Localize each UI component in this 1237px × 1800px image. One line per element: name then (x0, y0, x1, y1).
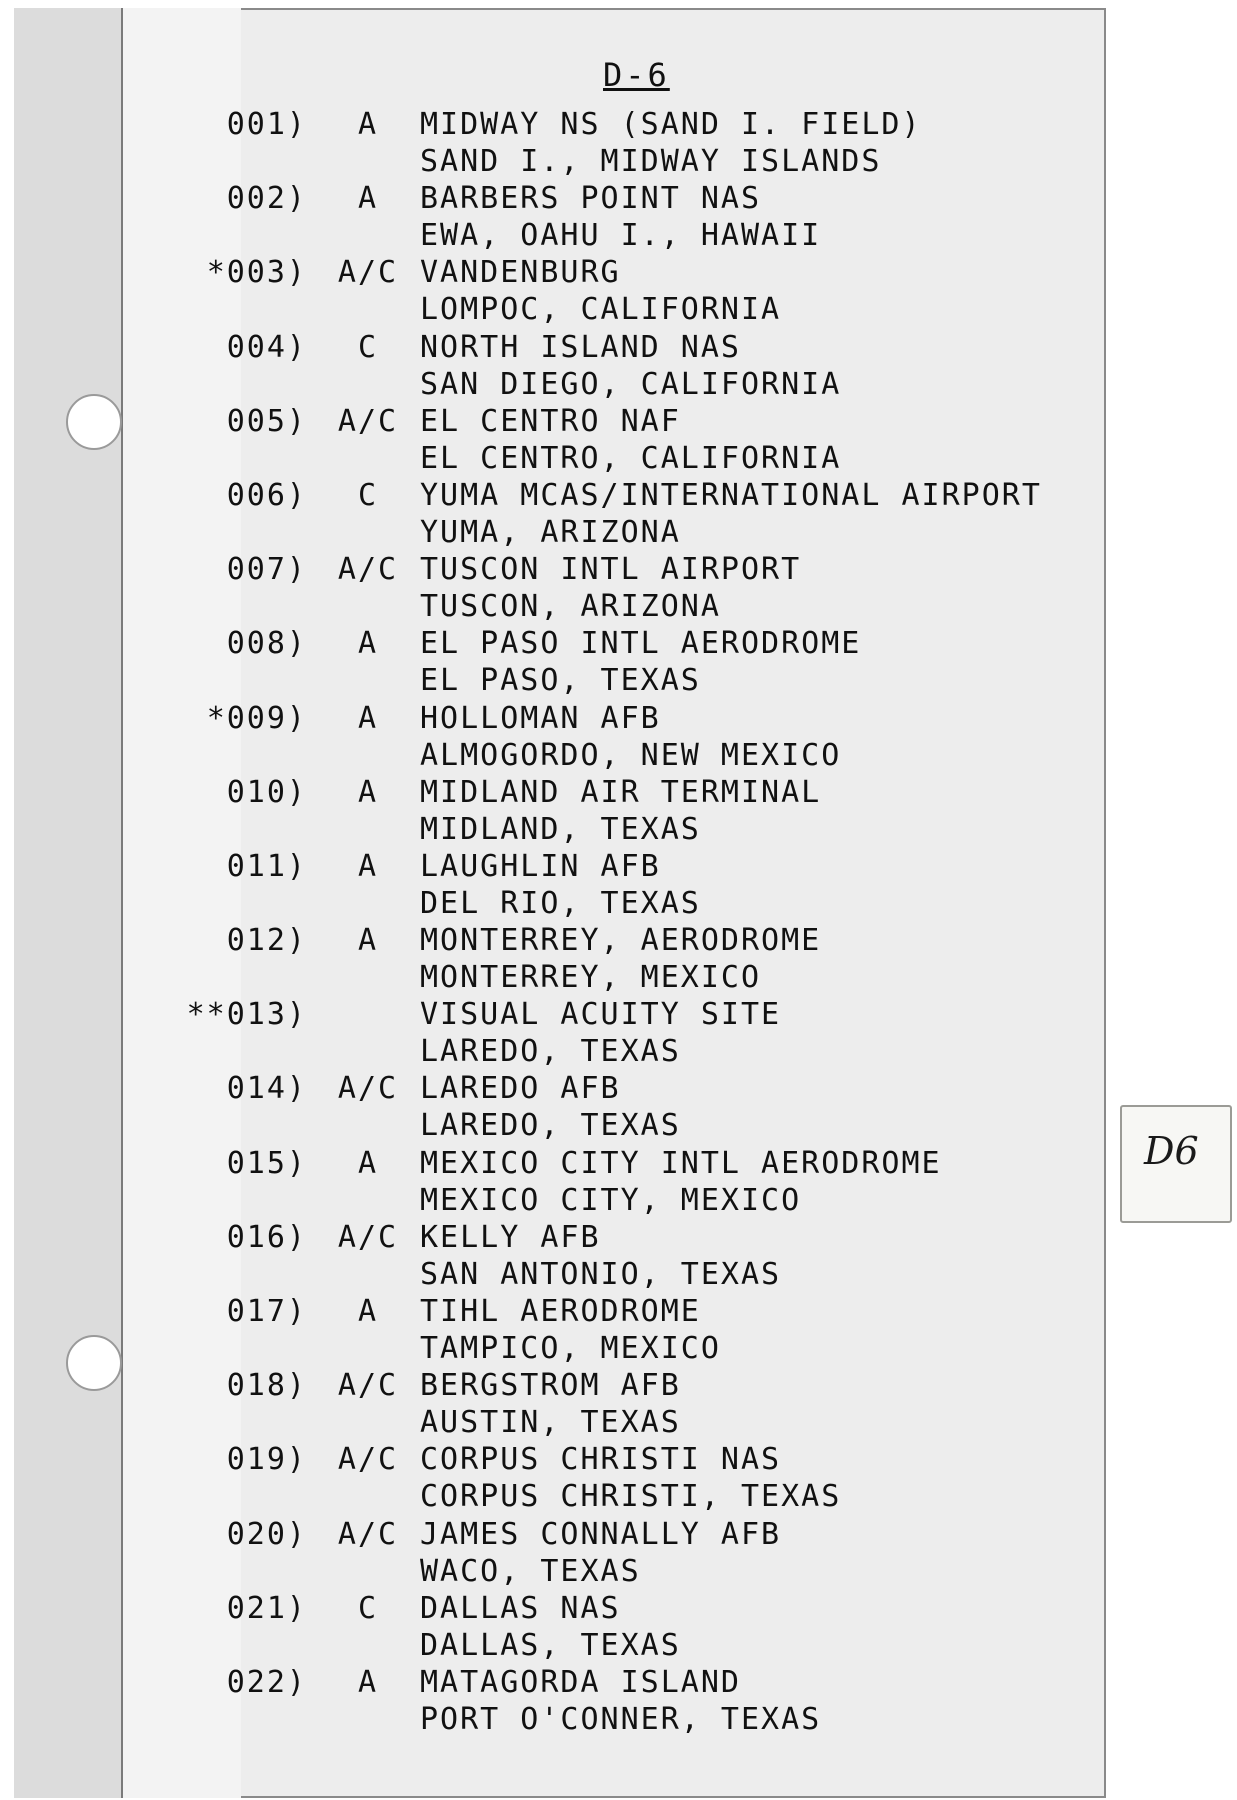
list-item (0, 477, 1237, 551)
entry-facility: YUMA MCAS/INTERNATIONAL AIRPORT (420, 477, 1042, 513)
list-item (0, 1516, 1237, 1590)
entry-facility: CORPUS CHRISTI NAS (420, 1442, 782, 1478)
entry-number: *003) (206, 255, 307, 291)
entry-location: EWA, OAHU I., HAWAII (420, 218, 822, 254)
entry-class: A/C (337, 403, 399, 439)
entry-facility: MATAGORDA ISLAND (420, 1664, 741, 1700)
entry-number: 021) (226, 1590, 307, 1626)
entry-number: 005) (226, 403, 307, 439)
entry-number: 016) (226, 1219, 307, 1255)
entry-facility: HOLLOMAN AFB (420, 700, 661, 736)
entry-class: A (357, 923, 379, 959)
list-item (0, 774, 1237, 848)
entry-class: A (357, 1294, 379, 1329)
entry-location: CORPUS CHRISTI, TEXAS (420, 1479, 842, 1515)
entry-class: A (357, 700, 379, 736)
list-item (0, 922, 1237, 996)
list-item (0, 700, 1237, 774)
entry-facility: NORTH ISLAND NAS (420, 329, 741, 365)
entry-facility: LAUGHLIN AFB (420, 848, 661, 884)
list-item (0, 329, 1237, 403)
entry-location: LAREDO, TEXAS (420, 1034, 681, 1070)
entry-facility: DALLAS NAS (420, 1590, 621, 1626)
entry-facility: EL PASO INTL AERODROME (420, 626, 862, 662)
entry-class: C (357, 1590, 379, 1626)
entry-facility: MIDWAY NS (SAND I. FIELD) (420, 107, 922, 142)
entry-location: SAN DIEGO, CALIFORNIA (420, 366, 842, 402)
entry-number: **013) (186, 997, 307, 1033)
list-item (0, 1293, 1237, 1367)
entry-class: A/C (337, 1442, 399, 1478)
entry-number: 018) (226, 1368, 307, 1404)
entry-class: A/C (337, 1071, 399, 1107)
entry-location: YUMA, ARIZONA (420, 514, 681, 550)
entry-facility: BARBERS POINT NAS (420, 181, 762, 217)
entry-class: A (357, 848, 379, 884)
entry-number: 007) (226, 552, 307, 588)
entry-class: A/C (337, 255, 399, 291)
entry-facility: JAMES CONNALLY AFB (420, 1516, 782, 1552)
entry-number: 011) (226, 848, 307, 884)
entry-number: 004) (226, 329, 307, 365)
entry-location: AUSTIN, TEXAS (420, 1405, 681, 1441)
list-item (0, 1367, 1237, 1441)
list-item (0, 1664, 1237, 1738)
list-item (0, 180, 1237, 254)
entry-location: PORT O'CONNER, TEXAS (420, 1701, 822, 1737)
entry-number: 006) (226, 477, 307, 513)
entry-location: MIDLAND, TEXAS (420, 811, 701, 847)
entry-location: SAND I., MIDWAY ISLANDS (420, 144, 882, 179)
entry-number: 015) (226, 1145, 307, 1181)
entry-list (0, 106, 1237, 1738)
list-item (0, 848, 1237, 922)
entry-class: A (357, 181, 379, 217)
list-item (0, 1219, 1237, 1293)
entry-facility: LAREDO AFB (420, 1071, 621, 1107)
list-item (0, 996, 1237, 1070)
list-item (0, 625, 1237, 699)
entry-class: A/C (337, 1368, 399, 1404)
entry-number: 008) (226, 626, 307, 662)
entry-class: A (357, 1145, 379, 1181)
list-item (0, 1070, 1237, 1144)
entry-class: A (357, 1664, 379, 1700)
list-item (0, 1145, 1237, 1219)
entry-class: A (357, 774, 379, 810)
list-item (0, 254, 1237, 328)
entry-number: 019) (226, 1442, 307, 1478)
entry-number: *009) (206, 700, 307, 736)
entry-location: TAMPICO, MEXICO (420, 1331, 721, 1366)
entry-location: DEL RIO, TEXAS (420, 885, 701, 921)
entry-location: LOMPOC, CALIFORNIA (420, 292, 782, 328)
list-item (0, 1590, 1237, 1664)
list-item (0, 551, 1237, 625)
entry-class: A (357, 107, 379, 142)
list-item (0, 1441, 1237, 1515)
entry-class: A/C (337, 552, 399, 588)
entry-number: 001) (226, 107, 307, 142)
entry-facility: BERGSTROM AFB (420, 1368, 681, 1404)
entry-class: A/C (337, 1516, 399, 1552)
entry-class: A/C (337, 1219, 399, 1255)
entry-number: 002) (226, 181, 307, 217)
entry-number: 020) (226, 1516, 307, 1552)
entry-location: ALMOGORDO, NEW MEXICO (420, 737, 842, 773)
entry-location: WACO, TEXAS (420, 1553, 641, 1589)
entry-facility: MONTERREY, AERODROME (420, 923, 822, 959)
entry-class: A (357, 626, 379, 662)
entry-number: 014) (226, 1071, 307, 1107)
entry-class: C (357, 329, 379, 365)
entry-facility: TIHL AERODROME (420, 1294, 701, 1329)
entry-location: MEXICO CITY, MEXICO (420, 1182, 802, 1218)
entry-facility: VISUAL ACUITY SITE (420, 997, 782, 1033)
entry-location: MONTERREY, MEXICO (420, 960, 762, 996)
list-item (0, 106, 1237, 180)
entry-facility: MIDLAND AIR TERMINAL (420, 774, 822, 810)
list-item (0, 403, 1237, 477)
entry-number: 022) (226, 1664, 307, 1700)
entry-location: DALLAS, TEXAS (420, 1627, 681, 1663)
entry-location: EL CENTRO, CALIFORNIA (420, 440, 842, 476)
page-title: D-6 (603, 56, 670, 94)
entry-facility: TUSCON INTL AIRPORT (420, 552, 802, 588)
entry-location: EL PASO, TEXAS (420, 663, 701, 699)
entry-location: SAN ANTONIO, TEXAS (420, 1256, 782, 1292)
entry-number: 010) (226, 774, 307, 810)
entry-location: LAREDO, TEXAS (420, 1108, 681, 1144)
entry-location: TUSCON, ARIZONA (420, 589, 721, 625)
index-tab-label: D6 (1144, 1129, 1199, 1173)
entry-number: 017) (226, 1294, 307, 1329)
entry-facility: EL CENTRO NAF (420, 403, 681, 439)
entry-facility: VANDENBURG (420, 255, 621, 291)
entry-facility: KELLY AFB (420, 1219, 601, 1255)
entry-facility: MEXICO CITY INTL AERODROME (420, 1145, 942, 1181)
entry-number: 012) (226, 923, 307, 959)
entry-class: C (357, 477, 379, 513)
